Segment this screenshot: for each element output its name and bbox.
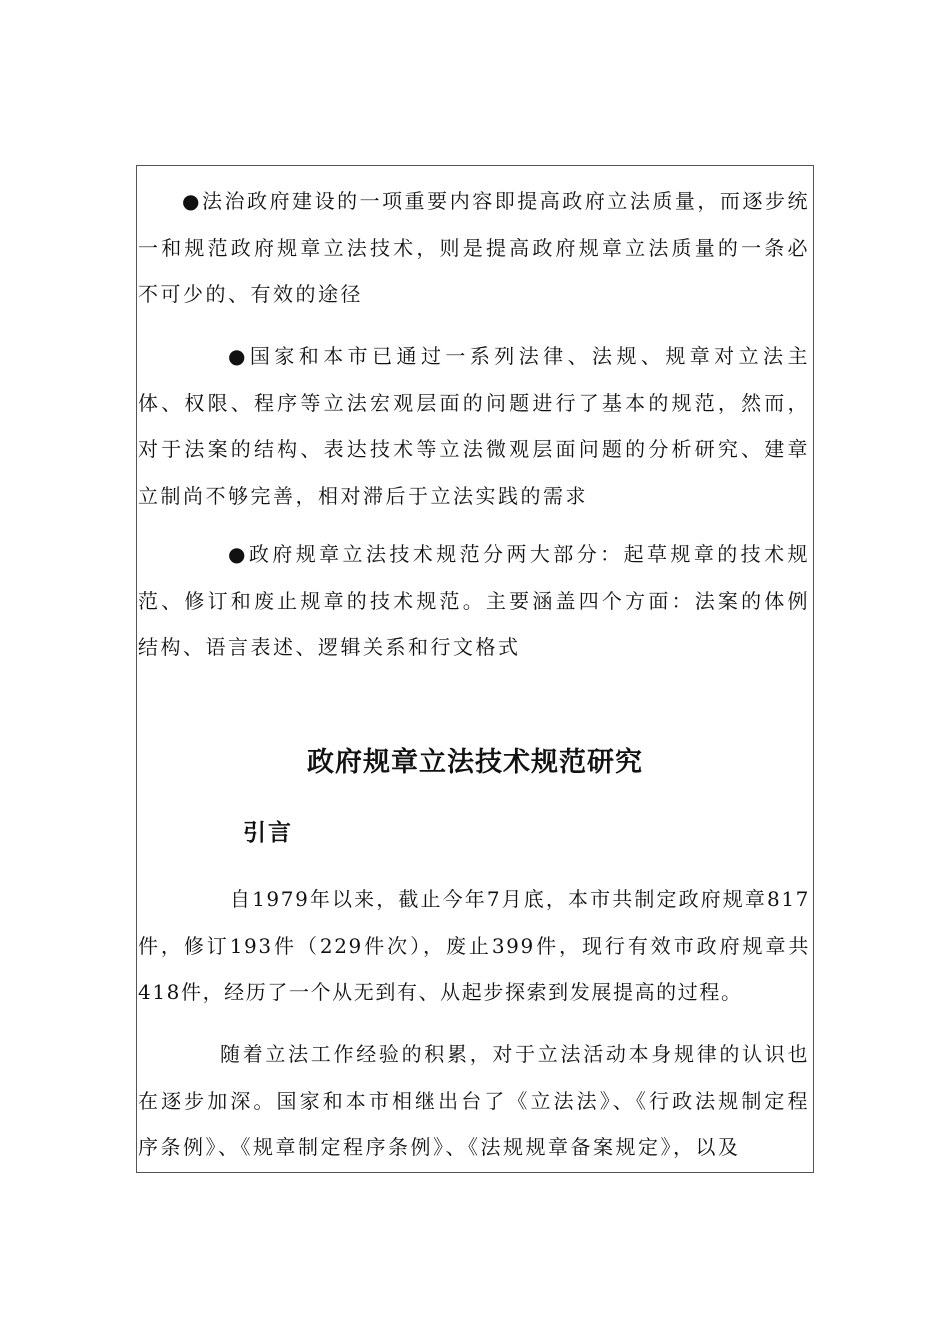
bullet-paragraph-2: ●国家和本市已通过一系列法律、法规、规章对立法主体、权限、程序等立法宏观层面的问题进行了基本的规范，然而，对于法案的结构、表达技术等立法微观层面问题的分析研究、建章立制尚不够完善，相对滞后于立法实践的需求 bbox=[138, 344, 810, 508]
body-paragraph-2: 随着立法工作经验的积累，对于立法活动本身规律的认识也在逐步加深。国家和本市相继出台了《立法法》、《行政法规制定程序条例》、《规章制定程序条例》、《法规规章备案规定》，以及 bbox=[138, 1042, 810, 1159]
bullet-paragraph-3: ●政府规章立法技术规范分两大部分：起草规章的技术规范、修订和废止规章的技术规范。主要涵盖四个方面：法案的体例结构、语言表述、逻辑关系和行文格式 bbox=[138, 542, 810, 659]
document-title: 政府规章立法技术规范研究 bbox=[307, 747, 643, 778]
body-paragraph-1: 自1979年以来，截止今年7月底，本市共制定政府规章817件，修订193件（229件次），废止399件，现行有效市政府规章共418件，经历了一个从无到有、从起步探索到发展提高的过程。 bbox=[138, 887, 810, 1004]
bullet-paragraph-1: ●法治政府建设的一项重要内容即提高政府立法质量，而逐步统一和规范政府规章立法技术，则是提高政府规章立法质量的一条必不可少的、有效的途径 bbox=[138, 189, 810, 306]
section-heading-introduction: 引言 bbox=[243, 820, 293, 846]
